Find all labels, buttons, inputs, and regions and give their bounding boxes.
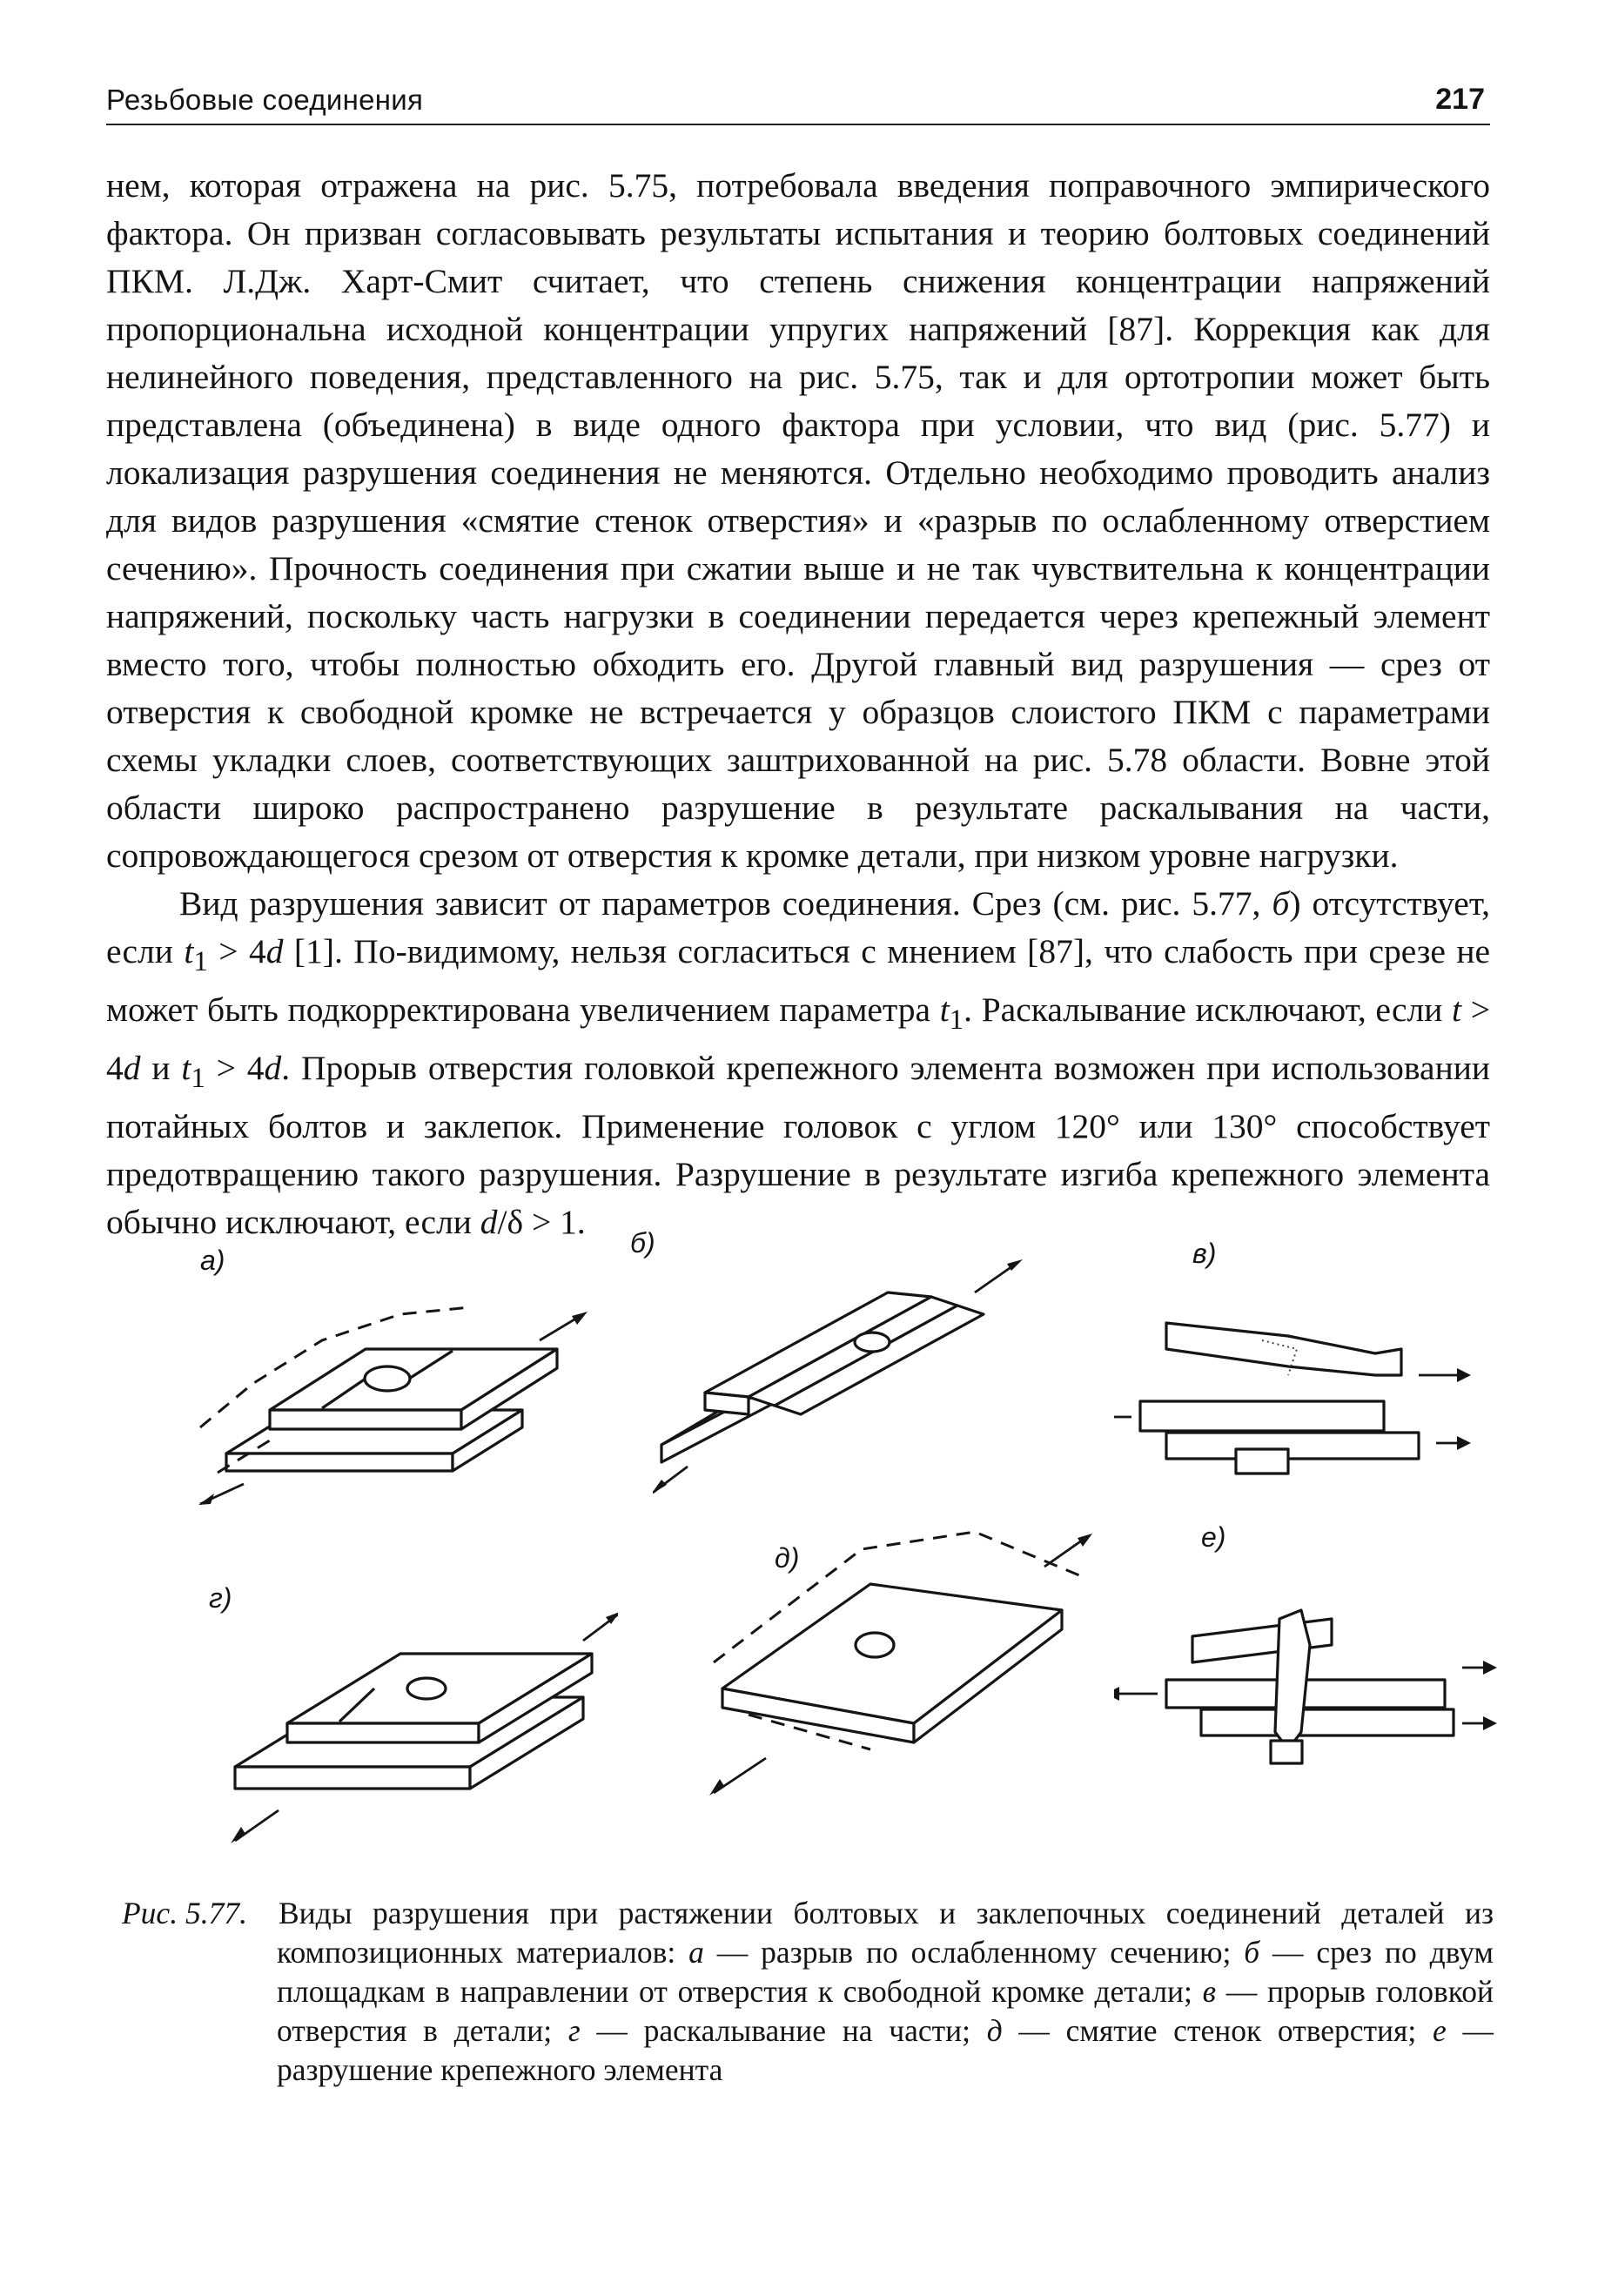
panel-g-cleavage-drawing — [218, 1593, 618, 1854]
figure-caption — [122, 1894, 1494, 2090]
panel-label-a: а) — [200, 1245, 225, 1276]
panel-v-pull-through-drawing — [1114, 1288, 1497, 1497]
panel-label-v: в) — [1192, 1238, 1217, 1269]
paragraph-2: Вид разрушения зависит от параметров соединения. Срез (см. рис. 5.77, б) отсутствует, если $t_1 > 4d$ [1]. По-видимому, нельзя согласиться с мнением [87], что слабость при срезе не может быть подкорректирована увеличением параметра $t_1$. Раскалывание исключают, если t > 4d и $t_1 > 4d$. Прорыв отверстия головкой крепежного элемента возможен при использовании потайных болтов и заклепок. Применение головок с углом 120° или 130° способствует предотвращению такого разрушения. Разрушение в результате изгиба крепежного элемента обычно исключают, если d/δ > 1. — [106, 884, 1491, 1241]
panel-label-b: б) — [630, 1227, 655, 1259]
panel-label-g: г) — [209, 1582, 232, 1614]
panel-label-e: е) — [1201, 1521, 1226, 1553]
running-header — [106, 70, 1490, 125]
paragraph-1: нем, которая отражена на рис. 5.75, потребовала введения поправочного эмпирического фактора. Он призван согласовывать результаты испытания и теорию болтовых соединений ПКМ. Л.Дж. Харт-Смит считает, что степень снижения концентрации напряжений пропорциональна исходной концентрации упругих напряжений [87]. Коррекция как для нелинейного поведения, представленного на рис. 5.75, так и для ортотропии может быть представлена (объединена) в виде одного фактора при условии, что вид (рис. 5.77) и локализация разрушения соединения не меняются. Отдельно необходимо проводить анализ для видов разрушения «смятие стенок отверстия» и «разрыв по ослабленному отверстием сечению». Прочность соединения при сжатии выше и не так чувствительна к концентрации напряжений, поскольку часть нагрузки в соединении передается через крепежный элемент вместо того, чтобы полностью обходить его. Другой главный вид разрушения — срез от отверстия к свободной кромке не встречается у образцов слоистого ПКМ с параметрами схемы укладки слоев, соответствующих заштрихованной на рис. 5.78 области. Вовне этой области широко распространено разрушение в результате раскалывания на части, сопровождающегося срезом от отверстия к кромке детали, при низком уровне нагрузки. — [106, 166, 1490, 875]
caption-text: Виды разрушения при растяжении болтовых и заклепочных соединений деталей из композиционных материалов: а — разрыв по ослабленному сечению; б — срез по двум площадкам в направлении от отверстия к свободной кромке детали; в — прорыв головкой отверстия в детали; г — раскалывание на части; д — смятие стенок отверстия; е — разрушение крепежного элемента — [277, 1896, 1494, 2087]
running-title: Резьбовые соединения — [106, 84, 424, 116]
panel-e-fastener-failure-drawing — [1114, 1584, 1497, 1810]
body-text — [106, 162, 1490, 1246]
panel-a-tensile-failure-drawing — [191, 1288, 609, 1506]
page-number: 217 — [1435, 83, 1485, 116]
caption-label: Рис. 5.77. — [122, 1896, 247, 1930]
panel-label-d: д) — [775, 1542, 800, 1574]
panel-d-bearing-drawing — [696, 1514, 1131, 1819]
panel-b-shear-out-drawing — [653, 1245, 1088, 1506]
figure-5-77 — [174, 1227, 1497, 1871]
